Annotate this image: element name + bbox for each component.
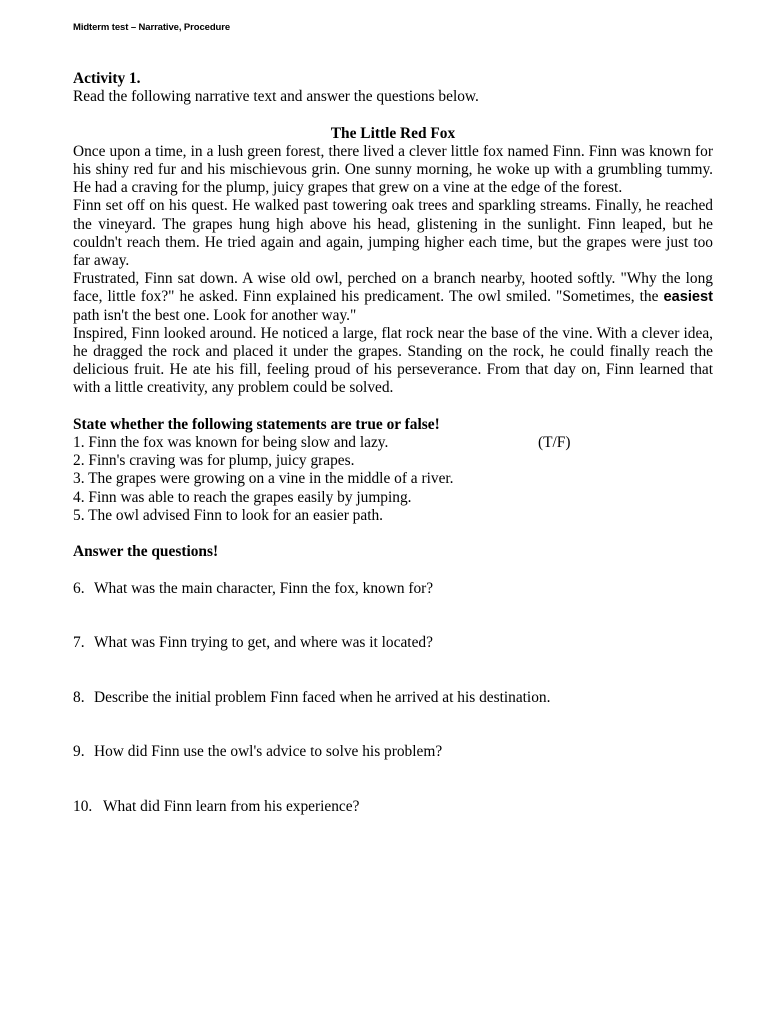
paragraph-3-text-after: path isn't the best one. Look for another way." [73,306,357,324]
question-8 [73,689,713,707]
answer-space [73,707,713,743]
page-header: Midterm test – Narrative, Procedure [73,22,231,33]
story-paragraph-4: Inspired, Finn looked around. He noticed a large, flat rock near the base of the vine. With a clever idea, he dragged the rock and placed it under the grapes. Standing on the rock, he could finally reach the delicious fruit. He ate his fill, feeling proud of his perseverance. From that day on, Finn learned that with a little creativity, any problem could be solved. [73,324,713,397]
question-number: 10. [73,798,93,815]
statement-3: 3. The grapes were growing on a vine in the middle of a river. [73,470,454,488]
emphasized-word: easiest [663,289,713,306]
true-false-heading: State whether the following statements are true or false! [73,415,440,433]
statement-1: 1. Finn the fox was known for being slow and lazy. [73,434,389,452]
question-number: 8. [73,688,85,706]
question-text: What was the main character, Finn the fox, known for? [94,579,434,597]
questions-heading: Answer the questions! [73,543,219,561]
question-number: 9. [73,743,85,761]
question-text: How did Finn use the owl's advice to solve his problem? [94,743,443,761]
story-paragraph-2: Finn set off on his quest. He walked past towering oak trees and sparkling streams. Finally, he reached the vineyard. The grapes hung high above his head, glistening in the sunlight. Finn leaped, but he couldn't reach them. He tried again and again, jumping higher each time, but the grapes were just too far away. [73,197,713,270]
question-10 [73,798,713,816]
question-number: 7. [73,634,85,652]
document-body [73,70,713,816]
story-title: The Little Red Fox [330,124,456,142]
answer-space [73,598,713,634]
activity-heading: Activity 1. [73,70,141,87]
answer-space [73,652,713,688]
question-7 [73,634,713,652]
statement-row [73,434,713,452]
paragraph-3-text-before: Frustrated, Finn sat down. A wise old owl, perched on a branch nearby, hooted softly. "Why the long face, little fox?" he asked. Finn explained his predicament. The owl smiled. "Sometimes, the [73,270,713,306]
question-text: Describe the initial problem Finn faced when he arrived at his destination. [94,688,551,706]
spacer [73,525,713,543]
question-text: What was Finn trying to get, and where was it located? [94,634,433,652]
spacer [73,561,713,579]
question-text: What did Finn learn from his experience? [103,798,360,815]
question-number: 6. [73,579,85,597]
activity-instruction: Read the following narrative text and answer the questions below. [73,88,479,106]
question-6 [73,580,713,598]
story-paragraph-3 [73,270,713,325]
true-false-marker: (T/F) [538,434,571,452]
story-paragraph-1: Once upon a time, in a lush green forest, there lived a clever little fox named Finn. Finn was known for his shiny red fur and his mischievous grin. One sunny morning, he woke up with a grumbling tummy. He had a craving for the plump, juicy grapes that grew on a vine at the edge of the forest. [73,142,713,197]
question-9 [73,743,713,761]
spacer [73,398,713,416]
answer-space [73,762,713,798]
statement-4: 4. Finn was able to reach the grapes easily by jumping. [73,488,412,506]
statement-5: 5. The owl advised Finn to look for an easier path. [73,506,384,524]
statement-2: 2. Finn's craving was for plump, juicy grapes. [73,452,355,470]
